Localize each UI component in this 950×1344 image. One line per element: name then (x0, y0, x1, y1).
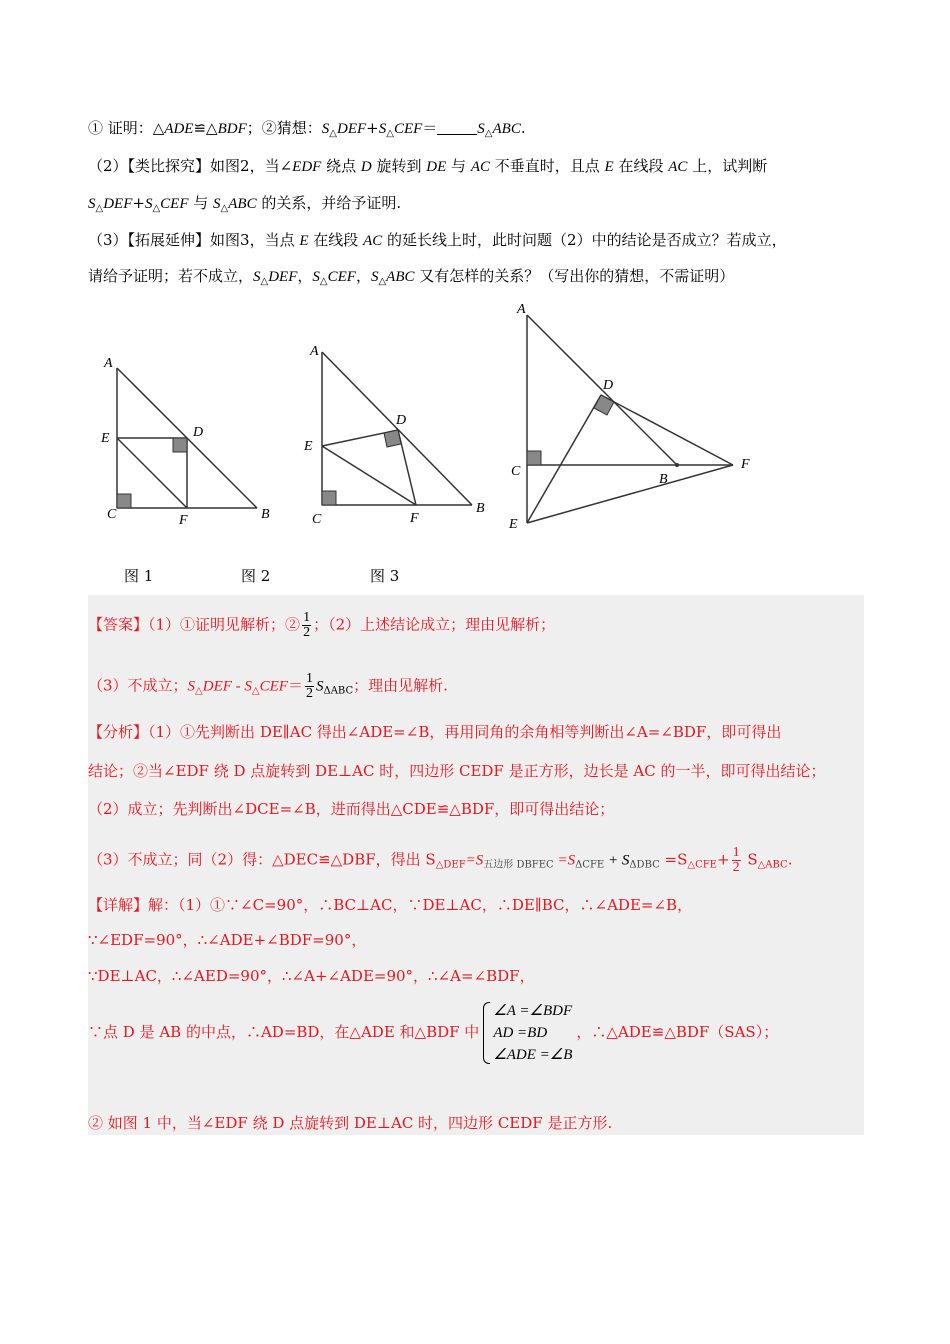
denominator: 2 (732, 860, 740, 875)
subscript: ΔCFE (575, 859, 605, 871)
math: S (315, 678, 324, 695)
math: D (360, 159, 372, 175)
right-angle-d (173, 438, 187, 452)
question-line-5 (88, 266, 734, 292)
text: ＝ (422, 119, 438, 137)
detail-line-4 (88, 1000, 778, 1066)
text: =S (659, 850, 688, 869)
math: BDF (217, 121, 247, 137)
math: S (187, 678, 196, 695)
label-a: A (517, 302, 526, 317)
math: - S (231, 678, 252, 695)
label-a: A (104, 356, 113, 371)
text: ≌△ (193, 119, 218, 137)
text: S (742, 850, 758, 869)
figure-2 (300, 340, 500, 530)
denominator: 2 (303, 625, 311, 640)
fraction (302, 611, 311, 640)
text: ① 证明：△ (88, 119, 165, 137)
subscript: △ (95, 203, 104, 214)
equation-system (483, 1000, 572, 1066)
math: E (604, 159, 614, 175)
label-e: E (304, 439, 313, 454)
figure-2-caption: 图 2 (241, 567, 271, 585)
math: CEF (393, 121, 423, 137)
segment-ef (527, 465, 733, 523)
text: . (520, 119, 526, 137)
math: DE (426, 159, 447, 175)
text: 与 (188, 194, 214, 212)
subscript: △ (152, 203, 161, 214)
text: ， (297, 267, 313, 285)
math: AC (363, 233, 383, 249)
text: （3）不成立；同（2）得：△DEC≌△DBF，得出 S (88, 850, 436, 869)
answer-blank[interactable] (437, 120, 477, 135)
analysis-line-2 (88, 761, 825, 781)
analysis-tag: 【分析】 (88, 723, 149, 741)
subscript: △CFE (687, 859, 717, 871)
math: AC (470, 159, 490, 175)
text: 的关系，并给予证明. (256, 194, 402, 212)
text: 请给予证明；若不成立， (88, 267, 254, 285)
label-b: B (476, 501, 485, 516)
math: =S (465, 852, 484, 869)
math: S (321, 121, 330, 137)
text: ② 如图 1 中，当∠EDF 绕 D 点旋转到 DE⊥AC 时，四边形 CEDF 是正方形. (88, 1114, 613, 1132)
answer-line-2 (88, 672, 448, 702)
label-e: E (101, 431, 110, 446)
text: ∵∠EDF=90°，∴∠ADE+∠BDF=90°， (88, 931, 367, 949)
detail-line-1 (88, 895, 692, 915)
text: （2）成立；先判断出∠DCE=∠B，进而得出△CDE≌△BDF，即可得出结论； (88, 800, 615, 818)
label-d: D (396, 413, 407, 428)
label-a: A (310, 344, 319, 359)
math: S (312, 269, 320, 285)
subscript: △ (329, 128, 337, 139)
label-c: C (312, 512, 322, 527)
answer-tag: 【答案】 (88, 615, 149, 634)
figure-3-caption: 图 3 (370, 567, 400, 585)
math: S (88, 196, 96, 212)
label-c: C (511, 464, 521, 479)
label-e: E (509, 517, 518, 532)
text: ＝ (287, 676, 303, 695)
text: 的延长线上时，此时问题（2）中的结论是否成立？若成立， (382, 231, 787, 249)
math: S (477, 121, 485, 137)
numerator: 1 (303, 610, 311, 625)
subscript: △ (319, 276, 328, 287)
right-angle-c (322, 491, 336, 505)
figure-1 (95, 350, 285, 530)
numerator: 1 (732, 845, 740, 860)
label-b: B (659, 472, 668, 487)
detail-line-3 (88, 966, 535, 986)
text: ， (355, 267, 371, 285)
text: ∵DE⊥AC，∴∠AED=90°，∴∠A+∠ADE=90°，∴∠A=∠BDF， (88, 967, 535, 985)
system-row: ∠ADE =∠B (493, 1047, 573, 1063)
label-d: D (603, 378, 614, 393)
math: S (378, 121, 387, 137)
question-line-4 (88, 230, 787, 251)
subscript: △ABC (757, 859, 788, 871)
math: + S (604, 852, 630, 869)
math: ABC (386, 269, 415, 285)
math: EDF (292, 159, 322, 175)
text: + (716, 850, 730, 869)
fraction (305, 672, 314, 701)
math: E (299, 233, 309, 249)
subscript: △ (220, 203, 229, 214)
text: （2）【类比探究】如图2，当∠ (88, 157, 293, 175)
math: DEF (202, 678, 232, 695)
math: =S (553, 852, 576, 869)
label-d: D (193, 425, 204, 440)
question-line-2 (88, 156, 767, 177)
subscript: △ (386, 128, 394, 139)
text: ，∴△ADE≌△BDF（SAS）； (576, 1023, 779, 1041)
question-line-1 (88, 118, 526, 144)
text: 旋转到 (371, 157, 427, 175)
math: ABC (492, 121, 521, 137)
system-row: ∠A =∠BDF (493, 1003, 573, 1019)
text: （1）①证明见解析；② (148, 615, 301, 634)
numerator: 1 (305, 671, 313, 686)
text: 在线段 (613, 157, 669, 175)
math: S (370, 269, 379, 285)
figure-1-caption: 图 1 (124, 567, 154, 585)
text: ；（2）上述结论成立；理由见解析； (313, 615, 556, 634)
right-angle-d (384, 430, 401, 447)
math: ABC (228, 196, 257, 212)
text: + (132, 194, 145, 212)
text: 与 (446, 157, 471, 175)
question-line-3 (88, 193, 401, 219)
right-angle-c (117, 494, 131, 508)
system-row: AD =BD (493, 1025, 548, 1041)
math: S (144, 196, 153, 212)
subscript: △ (378, 276, 387, 287)
analysis-line-1 (88, 722, 781, 742)
label-b: B (261, 507, 270, 522)
right-angle-c (527, 451, 541, 465)
text: 又有怎样的关系？（写出你的猜想，不需证明） (414, 267, 735, 285)
math: CEF (160, 196, 189, 212)
analysis-line-3 (88, 799, 614, 819)
text: 不垂直时，且点 (490, 157, 605, 175)
denominator: 2 (305, 686, 313, 701)
text: 结论；②当∠EDF 绕 D 点旋转到 DE⊥AC 时，四边形 CEDF 是正方形，边长是 AC 的一半，即可得出结论； (88, 762, 826, 780)
math: CEF (259, 678, 288, 695)
text: （1）①先判断出 DE∥AC 得出∠ADE=∠B，再用同角的余角相等判断出∠A=∠BDF，即可得出 (148, 723, 782, 741)
math: ADE (164, 121, 194, 137)
segment-ab (322, 352, 472, 505)
text: ∵点 D 是 AB 的中点，∴AD=BD，在△ADE 和△BDF 中 (88, 1023, 480, 1041)
point-b (675, 463, 679, 467)
detail-line-2 (88, 930, 366, 950)
subscript: △DEF (435, 859, 466, 871)
subscript: 五边形 DBFEC (483, 859, 554, 871)
subscript: △ (484, 128, 493, 139)
detail-tag: 【详解】 (88, 896, 149, 914)
fraction (732, 846, 741, 875)
text: 在线段 (308, 231, 364, 249)
figure-3 (505, 295, 770, 535)
text: 绕点 (321, 157, 361, 175)
analysis-line-4 (88, 846, 793, 876)
math: CEF (327, 269, 356, 285)
subscript: △ (251, 685, 260, 697)
math: S (213, 196, 221, 212)
subscript: △ (260, 276, 269, 287)
text: ；②猜想： (246, 119, 322, 137)
label-c: C (107, 507, 117, 522)
label-f: F (741, 457, 750, 472)
subscript: △ (195, 685, 203, 697)
math: AC (668, 159, 688, 175)
text: . (787, 850, 793, 869)
text: 上，试判断 (687, 157, 768, 175)
subscript: ΔABC (323, 685, 354, 697)
segment-ab (527, 315, 677, 465)
text: （3）【拓展延伸】如图3，当点 (88, 231, 300, 249)
detail-line-5 (88, 1113, 612, 1133)
math: S (253, 269, 261, 285)
math: DEF (268, 269, 298, 285)
math: DEF (336, 121, 367, 137)
text: + (366, 119, 379, 137)
subscript: ΔDBC (629, 859, 660, 871)
answer-line-1 (88, 611, 555, 640)
text: ；理由见解析. (353, 676, 448, 695)
math: DEF (103, 196, 133, 212)
text: （3）不成立； (88, 676, 188, 695)
label-f: F (179, 513, 188, 528)
label-f: F (410, 511, 419, 526)
text: 解：（1）①∵∠C=90°，∴BC⊥AC，∵DE⊥AC，∴DE∥BC，∴∠ADE=∠B， (148, 896, 693, 914)
